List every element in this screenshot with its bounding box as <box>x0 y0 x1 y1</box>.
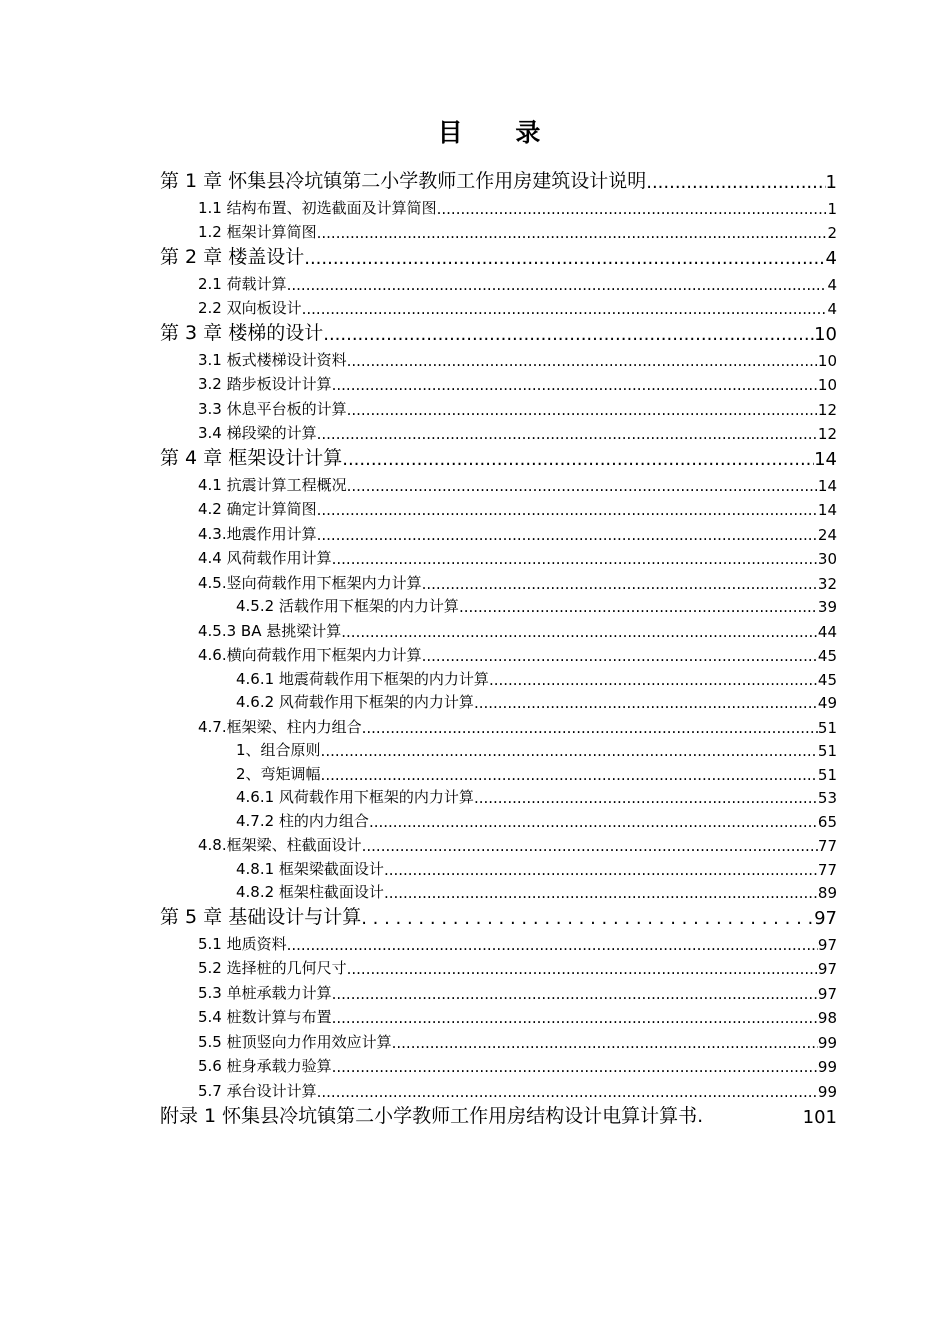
toc-entry[interactable] <box>160 616 837 641</box>
toc-leader-dots <box>304 248 825 269</box>
toc-entry-page: 39 <box>817 598 837 616</box>
toc-leader-dots <box>317 224 828 242</box>
toc-entry-label: 第 4 章 框架设计计算 <box>160 447 343 469</box>
toc-entry[interactable] <box>160 419 837 444</box>
toc-entry-page: 101 <box>802 1106 837 1128</box>
toc-entry-page: 51 <box>817 742 837 760</box>
toc-entry[interactable] <box>160 519 837 544</box>
toc-entry-page: 24 <box>817 525 837 544</box>
toc-entry-page: 10 <box>814 324 837 345</box>
toc-entry[interactable] <box>160 689 837 713</box>
toc-leader-dots <box>317 425 818 443</box>
toc-leader-dots <box>323 324 814 345</box>
toc-entry-label: 4.1 抗震计算工程概况 <box>198 475 347 494</box>
toc-entry-page: 97 <box>817 935 837 954</box>
toc-entry-label: 4.4 风荷载作用计算 <box>198 549 332 567</box>
toc-entry[interactable] <box>160 978 837 1003</box>
toc-entry-label: 4.8.2 框架柱截面设计 <box>236 883 384 901</box>
toc-entry[interactable] <box>160 544 837 569</box>
toc-entry[interactable] <box>160 218 837 243</box>
toc-entry-label: 5.5 桩顶竖向力作用效应计算 <box>198 1032 392 1051</box>
toc-entry[interactable] <box>160 641 837 666</box>
toc-entry[interactable] <box>160 879 837 903</box>
toc-entry[interactable] <box>160 807 837 831</box>
toc-entry[interactable] <box>160 1076 837 1101</box>
toc-entry-page: 1 <box>827 199 837 218</box>
toc-leader-dots <box>384 884 818 902</box>
toc-entry-label: 5.4 桩数计算与布置 <box>198 1008 332 1026</box>
toc-entry-page: 32 <box>817 574 837 593</box>
toc-entry-label: 2、弯矩调幅 <box>236 764 321 783</box>
toc-entry[interactable] <box>160 443 837 470</box>
toc-entry-label: 1、组合原则 <box>236 741 321 759</box>
toc-leader-dots <box>459 598 818 616</box>
toc-leader-dots <box>332 1009 818 1027</box>
toc-entry-label: 3.3 休息平台板的计算 <box>198 399 347 418</box>
toc-entry[interactable] <box>160 954 837 979</box>
toc-entry-page: 45 <box>817 647 837 665</box>
toc-leader-dots <box>317 526 818 544</box>
toc-entry-label: 5.3 单桩承载力计算 <box>198 983 332 1002</box>
toc-leader-dots <box>341 623 818 641</box>
toc-leader-dots <box>474 694 818 712</box>
toc-entry-label: 5.7 承台设计计算 <box>198 1081 317 1100</box>
toc-leader-dots <box>332 376 818 394</box>
toc-entry-page: 97 <box>817 984 837 1003</box>
toc-leader-dots <box>321 766 818 784</box>
toc-entry-page: 14 <box>817 501 837 519</box>
toc-entry-label: 第 1 章 怀集县冷坑镇第二小学教师工作用房建筑设计说明 <box>160 170 647 192</box>
toc-leader-dots <box>321 742 818 760</box>
toc-entry-page: 49 <box>817 694 837 712</box>
toc-entry-page: 4 <box>827 275 837 294</box>
toc-entry-label: 1.1 结构布置、初选截面及计算简图 <box>198 198 437 217</box>
toc-entry-page: 30 <box>817 550 837 568</box>
toc-entry-page: 12 <box>817 425 837 443</box>
toc-entry[interactable] <box>160 294 837 319</box>
toc-entry-label: 4.5.3 BA 悬挑梁计算 <box>198 621 342 640</box>
toc-leader-dots <box>646 172 825 193</box>
toc-entry-label: 2.2 双向板设计 <box>198 299 302 317</box>
toc-entry[interactable] <box>160 737 837 761</box>
toc-entry-label: 附录 1 怀集县冷坑镇第二小学教师工作用房结构设计电算计算书. <box>160 1104 704 1127</box>
toc-leader-dots <box>392 1034 818 1052</box>
toc-entry-label: 4.6.2 风荷载作用下框架的内力计算 <box>236 693 474 711</box>
toc-entry[interactable] <box>160 193 837 218</box>
toc-leader-dots <box>361 908 814 929</box>
toc-leader-dots <box>369 813 818 831</box>
toc-entry[interactable] <box>160 1101 837 1128</box>
toc-entry-page: 99 <box>817 1082 837 1101</box>
toc-leader-dots <box>347 401 818 419</box>
toc-entry[interactable] <box>160 1027 837 1052</box>
toc-entry-label: 4.6.横向荷载作用下框架内力计算 <box>198 646 422 664</box>
toc-title: 目 录 <box>437 118 563 147</box>
toc-entry-label: 第 3 章 楼梯的设计 <box>160 322 324 344</box>
toc-entry[interactable] <box>160 166 837 193</box>
toc-entry-label: 1.2 框架计算简图 <box>198 223 317 241</box>
toc-leader-dots <box>317 501 818 519</box>
toc-entry-label: 4.7.2 柱的内力组合 <box>236 811 369 830</box>
toc-leader-dots <box>422 575 818 593</box>
toc-entry-page: 2 <box>827 224 837 242</box>
toc-entry-page: 97 <box>817 960 837 978</box>
toc-leader-dots <box>422 647 818 665</box>
toc-entry-page: 10 <box>817 351 837 370</box>
toc-leader-dots <box>347 477 818 495</box>
toc-entry-label: 4.6.1 风荷载作用下框架的内力计算 <box>236 788 474 806</box>
toc-entry-page: 99 <box>817 1033 837 1052</box>
toc-leader-dots <box>332 985 818 1003</box>
toc-entry-label: 3.2 踏步板设计计算 <box>198 375 332 393</box>
toc-entry[interactable] <box>160 784 837 808</box>
toc-entry-label: 4.8.1 框架梁截面设计 <box>236 859 384 878</box>
toc-entry[interactable] <box>160 495 837 520</box>
toc-entry[interactable] <box>160 929 837 954</box>
toc-entry[interactable] <box>160 760 837 784</box>
toc-entry[interactable] <box>160 370 837 395</box>
toc-entry[interactable] <box>160 345 837 370</box>
toc-leader-dots <box>437 200 828 218</box>
toc-entry-label: 4.5.2 活载作用下框架的内力计算 <box>236 597 459 615</box>
toc-entry-page: 10 <box>817 376 837 394</box>
toc-leader-dots <box>362 719 818 737</box>
toc-entry-label: 3.4 梯段梁的计算 <box>198 424 317 442</box>
toc-entry-page: 99 <box>817 1058 837 1076</box>
toc-entry-label: 5.6 桩身承载力验算 <box>198 1057 332 1075</box>
toc-leader-dots <box>332 1058 818 1076</box>
toc-leader-dots <box>384 861 818 879</box>
toc-entry-label: 3.1 板式楼梯设计资料 <box>198 350 347 369</box>
toc-entry-page: 1 <box>825 172 837 193</box>
toc-entry[interactable] <box>160 831 837 856</box>
toc-entry-page: 97 <box>814 908 837 929</box>
toc-entry-page: 14 <box>817 476 837 495</box>
toc-entry-page: 14 <box>814 449 837 470</box>
toc-entry-label: 2.1 荷载计算 <box>198 274 287 293</box>
toc-entry-label: 4.2 确定计算简图 <box>198 500 317 518</box>
toc-entry-label: 4.5.竖向荷载作用下框架内力计算 <box>198 573 422 592</box>
toc-entry-page: 51 <box>817 765 837 784</box>
table-of-contents <box>160 166 837 1128</box>
toc-leader-dots <box>302 300 828 318</box>
toc-entry[interactable] <box>160 318 837 345</box>
toc-entry[interactable] <box>160 855 837 879</box>
toc-entry[interactable] <box>160 902 837 929</box>
toc-entry-label: 第 5 章 基础设计与计算 <box>160 906 362 928</box>
toc-entry[interactable] <box>160 470 837 495</box>
toc-leader-dots <box>474 789 818 807</box>
toc-entry-page: 53 <box>817 789 837 807</box>
toc-entry-page: 44 <box>817 622 837 641</box>
toc-entry-page: 12 <box>817 400 837 419</box>
toc-entry[interactable] <box>160 568 837 593</box>
toc-entry-page: 89 <box>817 884 837 902</box>
toc-entry-page: 77 <box>817 860 837 879</box>
toc-entry-page: 65 <box>817 812 837 831</box>
toc-entry-label: 5.1 地质资料 <box>198 934 287 953</box>
toc-entry-label: 第 2 章 楼盖设计 <box>160 246 305 268</box>
toc-leader-dots <box>362 837 818 855</box>
toc-entry-label: 5.2 选择桩的几何尺寸 <box>198 959 347 977</box>
toc-leader-dots <box>332 550 818 568</box>
toc-entry[interactable] <box>160 269 837 294</box>
toc-leader-dots <box>347 960 818 978</box>
toc-entry[interactable] <box>160 665 837 689</box>
toc-entry[interactable] <box>160 712 837 737</box>
toc-entry[interactable] <box>160 242 837 269</box>
toc-entry[interactable] <box>160 1003 837 1028</box>
toc-entry[interactable] <box>160 593 837 617</box>
toc-leader-dots <box>287 936 818 954</box>
toc-leader-dots <box>317 1083 818 1101</box>
toc-entry-label: 4.3.地震作用计算 <box>198 524 317 543</box>
toc-entry[interactable] <box>160 1052 837 1077</box>
toc-entry-page: 51 <box>817 718 837 737</box>
toc-leader-dots <box>347 352 818 370</box>
toc-entry-page: 45 <box>817 670 837 689</box>
toc-entry-label: 4.8.框架梁、柱截面设计 <box>198 836 362 854</box>
toc-leader-dots <box>287 276 828 294</box>
toc-entry[interactable] <box>160 394 837 419</box>
toc-entry-page: 4 <box>825 248 837 269</box>
toc-entry-label: 4.6.1 地震荷载作用下框架的内力计算 <box>236 669 489 688</box>
toc-entry-page: 98 <box>817 1009 837 1027</box>
toc-entry-label: 4.7.框架梁、柱内力组合 <box>198 717 362 736</box>
toc-entry-page: 77 <box>817 837 837 855</box>
toc-leader-dots <box>489 671 818 689</box>
toc-leader-dots <box>342 449 814 470</box>
toc-entry-page: 4 <box>827 300 837 318</box>
